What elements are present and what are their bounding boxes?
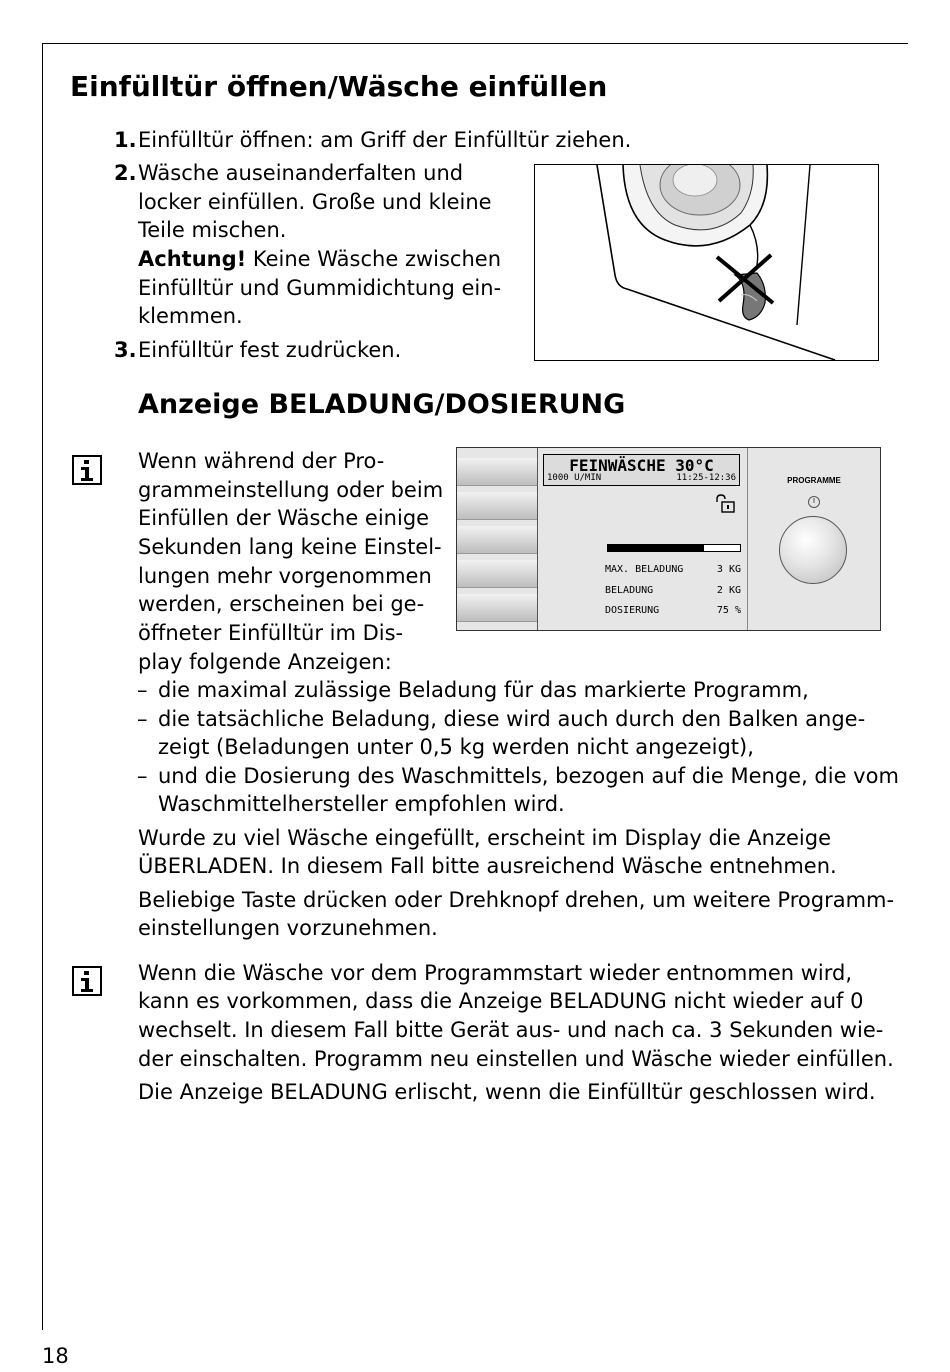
panel-button (457, 594, 537, 622)
program-knob (779, 516, 847, 584)
lcd-row-key: MAX. BELADUNG (605, 564, 684, 575)
info-line: kann es vorkommen, dass die Anzeige BELADUNG nicht wieder auf 0 (138, 989, 864, 1013)
paragraph-line: Beliebige Taste drücken oder Drehknopf drehen, um weitere Programm- (138, 888, 895, 912)
door-illustration (534, 164, 879, 361)
intro-line: Sekunden lang keine Einstel- (138, 535, 442, 559)
warning-text: Keine Wäsche zwischen (246, 247, 502, 271)
section-title-door: Einfülltür öffnen/Wäsche einfüllen (70, 70, 608, 103)
step-2-warning-line (138, 245, 501, 274)
lcd-display (539, 454, 745, 622)
step-1-text: Einfülltür öffnen: am Griff der Einfülltür ziehen. (138, 128, 632, 152)
lcd-row-key: BELADUNG (605, 585, 654, 596)
lcd-program-name: FEINWÄSCHE 30°C (569, 456, 714, 475)
padlock-open-icon (715, 494, 739, 514)
info-icon (72, 455, 102, 485)
panel-button (457, 458, 537, 486)
load-bar-fill (608, 545, 704, 551)
lcd-row-value: 3 KG (716, 564, 741, 575)
intro-line: öffneter Einfülltür im Dis- (138, 621, 404, 645)
step-2-line: Teile mischen. (138, 218, 287, 242)
paragraph-line: ÜBERLADEN. In diesem Fall bitte ausreichend Wäsche entnehmen. (138, 854, 837, 878)
step-2-warning-line: klemmen. (138, 304, 243, 328)
lcd-row-value: 75 % (716, 605, 741, 616)
intro-line: Wenn während der Pro- (138, 449, 385, 473)
section-title-display: Anzeige BELADUNG/DOSIERUNG (138, 389, 626, 420)
lcd-row-value: 2 KG (716, 585, 741, 596)
bullet-line: die tatsächliche Beladung, diese wird auch durch den Balken ange- (158, 707, 866, 731)
info-line: wechselt. In diesem Fall bitte Gerät aus- und nach ca. 3 Sekunden wie- (138, 1018, 884, 1042)
page-frame-top (42, 43, 908, 44)
bullet-line: zeigt (Beladungen unter 0,5 kg werden nicht angezeigt), (158, 735, 754, 759)
load-bar (607, 544, 741, 552)
paragraph-line: einstellungen vorzunehmen. (138, 916, 438, 940)
bullet-dash: – (137, 707, 148, 731)
step-3-text: Einfülltür fest zudrücken. (138, 338, 402, 362)
bullet-line: die maximal zulässige Beladung für das markierte Programm, (158, 678, 809, 702)
step-2-line: Wäsche auseinanderfalten und (138, 161, 464, 185)
intro-line: lungen mehr vorgenommen (138, 564, 432, 588)
paragraph-line: Wurde zu viel Wäsche eingefüllt, erscheint im Display die Anzeige (138, 826, 831, 850)
lcd-row-key: DOSIERUNG (605, 605, 660, 616)
intro-line: Einfüllen der Wäsche einige (138, 506, 430, 530)
display-panel-illustration (456, 447, 881, 631)
step-2-line: locker einfüllen. Große und kleine (138, 190, 492, 214)
info-line: Wenn die Wäsche vor dem Programmstart wieder entnommen wird, (138, 961, 853, 985)
intro-line: grammeinstellung oder beim (138, 478, 444, 502)
step-1-number: 1. (114, 128, 137, 152)
bullet-dash: – (137, 764, 148, 788)
panel-button (457, 492, 537, 520)
intro-line: play folgende Anzeigen: (138, 650, 392, 674)
page-frame-left (42, 43, 43, 1330)
lcd-spin: 1000 U/MIN (547, 473, 602, 483)
info-line: der einschalten. Programm neu einstellen und Wäsche wieder einfüllen. (138, 1047, 894, 1071)
info-icon (72, 966, 102, 996)
lcd-header (543, 454, 740, 486)
paragraph-line: Die Anzeige BELADUNG erlischt, wenn die Einfülltür geschlossen wird. (138, 1080, 876, 1104)
intro-line: werden, erscheinen bei ge- (138, 592, 425, 616)
power-icon (807, 495, 821, 509)
warning-label: Achtung! (138, 247, 247, 271)
bullet-line: Waschmittelhersteller empfohlen wird. (158, 792, 565, 816)
bullet-line: und die Dosierung des Waschmittels, bezogen auf die Menge, die vom (158, 764, 899, 788)
step-2-number: 2. (114, 161, 137, 185)
step-2-warning-line: Einfülltür und Gummidichtung ein- (138, 276, 502, 300)
knob-label: PROGRAMME (787, 476, 841, 485)
step-3-number: 3. (114, 338, 137, 362)
panel-button (457, 560, 537, 588)
panel-button (457, 526, 537, 554)
bullet-dash: – (137, 678, 148, 702)
page-number: 18 (42, 1344, 69, 1368)
lcd-time: 11:25-12:36 (676, 473, 736, 483)
